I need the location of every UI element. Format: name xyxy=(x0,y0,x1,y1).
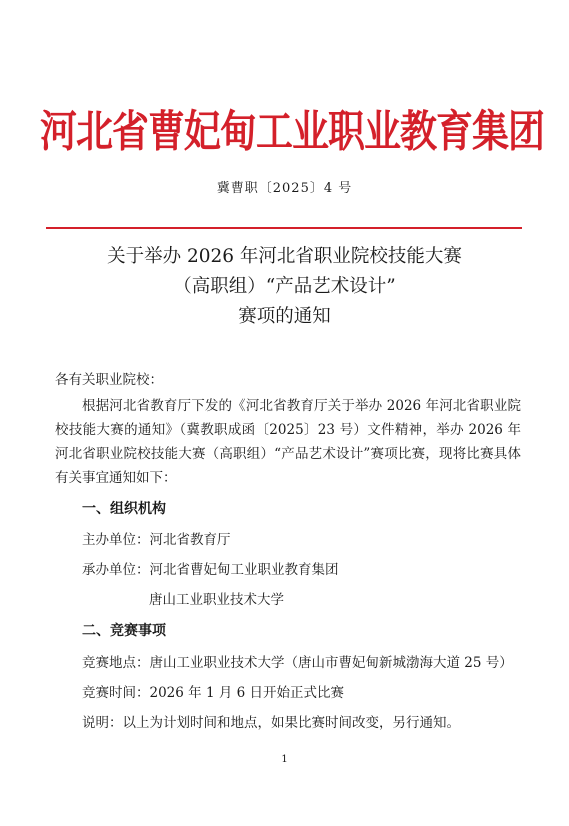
time-label: 竞赛时间： xyxy=(82,685,150,701)
letterhead-organization: 河北省曹妃甸工业职业教育集团 xyxy=(40,105,544,158)
time-row xyxy=(82,681,344,701)
organizer-value-2: 唐山工业职业技术大学 xyxy=(149,592,284,608)
time-value: 2026 年 1 月 6 日开始正式比赛 xyxy=(149,685,344,701)
host-value: 河北省教育厅 xyxy=(149,532,231,548)
venue-label: 竞赛地点： xyxy=(82,655,150,671)
organizer-label: 承办单位： xyxy=(82,562,150,578)
organizer-value-1: 河北省曹妃甸工业职业教育集团 xyxy=(149,562,339,578)
note-row xyxy=(82,711,460,731)
note-value: 以上为计划时间和地点，如果比赛时间改变，另行通知。 xyxy=(122,715,460,731)
page-number: 1 xyxy=(281,754,288,765)
title-line-1: 关于举办 2026 年河北省职业院校技能大赛 xyxy=(107,246,462,267)
section-organization-heading: 一、组织机构 xyxy=(82,501,166,517)
intro-paragraph: 根据河北省教育厅下发的《河北省教育厅关于举办 2026 年河北省职业院校技能大赛的通知》（冀教职成函〔2025〕23 号）文件精神，举办 2026 年河北省职业院校技能大赛（高职组）“产品艺术设计”赛项比赛，现将比赛具体有关事宜通知如下： xyxy=(55,398,521,486)
host-row xyxy=(82,528,231,548)
note-label: 说明： xyxy=(82,715,123,731)
letterhead-divider xyxy=(46,227,522,229)
host-label: 主办单位： xyxy=(82,532,150,548)
organizer-row xyxy=(82,558,339,578)
title-line-3: 赛项的通知 xyxy=(238,306,331,327)
venue-value: 唐山工业职业技术大学（唐山市曹妃甸新城渤海大道 25 号） xyxy=(149,655,513,671)
venue-row xyxy=(82,651,513,671)
section-competition-heading: 二、竞赛事项 xyxy=(82,623,166,639)
document-number: 冀曹职〔2025〕4 号 xyxy=(216,181,353,196)
salutation: 各有关职业院校： xyxy=(55,372,163,388)
notice-title xyxy=(0,242,569,332)
title-line-2: （高职组）“产品艺术设计” xyxy=(173,276,396,297)
